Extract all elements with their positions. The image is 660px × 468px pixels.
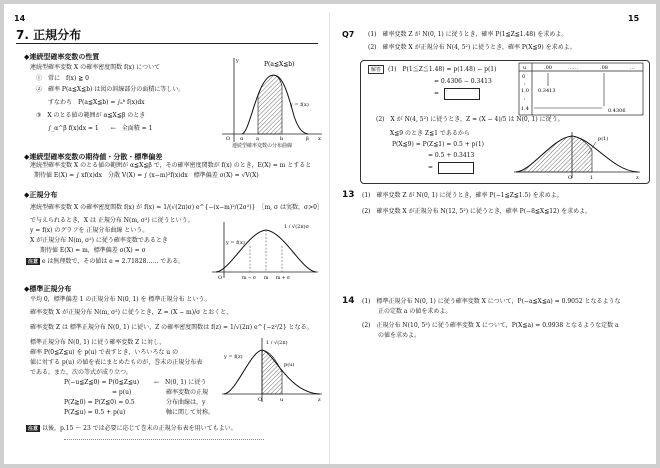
q13-item1: (1) 確率変数 Z が N(0, 1) に従うとき，確率 P(−1≦Z≦1.5) を求めよ。 [362, 192, 563, 199]
sec4-eq4: P(Z≦u) = 0.5 + p(u) [64, 409, 126, 416]
tick-1: 1 [590, 175, 594, 181]
tick-b: b [280, 136, 284, 142]
sec3-line2: で与えられるとき，X は 正規分布 N(m, σ²) に従うという。 [30, 217, 194, 224]
sol-s3: = [434, 90, 440, 97]
tick-beta: β [306, 136, 309, 142]
q14-item1b: 正の定数 a の値を求めよ。 [378, 308, 452, 315]
sol-s5: X≦9 のとき Z≦1 であるから [390, 130, 470, 137]
q7-number: Q7 [342, 30, 355, 39]
th-00: .00 [544, 65, 552, 71]
tr-10: 1.0 [521, 88, 529, 94]
chapter-rule [16, 43, 318, 44]
tv-04306: 0.4306 [608, 108, 626, 114]
z-label: z [636, 175, 639, 181]
origin-label: O [226, 136, 231, 142]
origin-label: O [258, 397, 263, 403]
q7-item2: (2) 確率変数 X が正規分布 N(4, 5²) に従うとき，確率 P(X≦9) を求めよ。 [368, 44, 576, 51]
sec2-line1: 連続型確率変数 X のとる値の範囲が α≦X≦β で，その確率密度関数が f(x) のとき，E(X) = m とすると [30, 162, 312, 169]
p1-label: p(1) [598, 136, 609, 142]
sol-s7: = 0.5 + 0.3413 [428, 152, 475, 159]
sec3-line1: 連続型確率変数 X の確率密度関数 f(x) が f(x) = 1/(√(2π)σ) e^{−(x−m)²/(2σ²)} ［m, σ は実数，σ>0］ [30, 204, 323, 211]
origin-label: O [218, 275, 223, 280]
q14-number: 14 [342, 296, 355, 306]
sec4-line5: 確率 P(0≦Z≦u) を p(u) で表すとき，いろいろな u の [30, 349, 179, 356]
sec4-line3: 確率変数 Z は 標準正規分布 N(0, 1) に従い，Z の確率密度関数は f(z) = 1/√(2π) e^{−z²/2} となる。 [30, 324, 313, 331]
tr-dots1: : [524, 81, 526, 87]
x-label: x [318, 136, 321, 142]
answer-box-1[interactable] [444, 88, 480, 100]
pu-label: p(u) [284, 362, 295, 368]
sec4-eq3: P(Z≧0) = P(Z≦0) = 0.5 [64, 399, 135, 406]
sol-s6: P(X≦9) = P(Z≦1) = 0.5 + p(1) [392, 141, 484, 148]
normal-table-excerpt [518, 62, 644, 116]
px-le-9-figure [512, 128, 644, 182]
answer-box-2[interactable] [438, 162, 474, 174]
sec1-p3: ③ X のとる値の範囲が α≦X≦β のとき [36, 112, 146, 119]
sec3-line3: y = f(x) のグラフを 正規分布曲線 という。 [30, 227, 149, 234]
q14-item2b: の値を求めよ。 [378, 332, 421, 339]
note-tag: 注意 [28, 259, 39, 265]
density-curve-figure [214, 54, 324, 144]
sec1-intro: 連続型確率変数 X の確率密度関数 f(x) について [30, 64, 161, 71]
sol-s8: = [428, 164, 434, 171]
fz-label: y = f(z) [224, 354, 243, 360]
sec3-note-text: e は無理数で，その値は e = 2.71828…… である。 [41, 258, 185, 265]
sec4-eq2: = p(u) [112, 389, 132, 396]
textbook-spread [4, 4, 656, 464]
sec4-eq1: P(−u≦Z≦0) = P(0≦Z≦u) [64, 379, 140, 386]
sec4-side4: 軸に関して対称。 [166, 409, 215, 416]
solution-tag: 解答 [368, 65, 384, 74]
sol-s4: (2) X が N(4, 5²) に従うとき，Z = (X − 4)/5 は N(0, 1) に従う。 [376, 116, 564, 123]
tick-a: a [256, 136, 259, 142]
tick-m-minus: m − σ [242, 276, 256, 280]
note-tag: 注意 [28, 426, 39, 432]
sec3-line5: 期待値 E(X) = m，標準偏差 σ(X) = σ [40, 247, 146, 254]
sec4-note-text: 以後，p.15 ～ 23 では必要に応じて巻末の正規分布表を用いてもよい。 [41, 425, 237, 432]
sec1-p2: ② 確率 P(a≦X≦b) は図の斜線部分の面積に等しい。 [36, 86, 185, 93]
shaded-probability-area [258, 75, 282, 134]
q14-item2: (2) 正規分布 N(10, 5²) に従う確率変数 X について，P(X≦a) = 0.9938 となるような定数 a [362, 322, 619, 329]
q13-number: 13 [342, 190, 355, 200]
sec1-heading: ◆連続型確率変数の性質 [24, 53, 100, 61]
tick-m: m [264, 276, 269, 280]
th-ellipsis: … [630, 65, 635, 71]
normal-curve-figure [210, 218, 322, 280]
q7-item1: (1) 確率変数 Z が N(0, 1) に従うとき，確率 P(1≦Z≦1.48) を求めよ。 [368, 31, 568, 38]
sec3-heading: ◆正規分布 [24, 191, 58, 199]
th-u: u [523, 65, 527, 71]
q14-item1: (1) 標準正規分布 N(0, 1) に従う確率変数 X について，P(−a≦X≦a) = 0.9052 となるような [362, 298, 621, 305]
peak-label: 1 / √(2π) [266, 340, 288, 346]
sec3-note [26, 258, 184, 265]
sec4-note [26, 425, 237, 432]
tick-alpha: α [240, 136, 244, 142]
tr-dots2: : [524, 96, 526, 102]
tv-03413: 0.3413 [538, 88, 556, 94]
peak-label: 1 / √(2π)σ [284, 224, 310, 230]
tick-m-plus: m + σ [276, 276, 290, 280]
sec4-side2: 確率変数の正規 [166, 389, 209, 396]
tr-14: 1.4 [521, 106, 529, 112]
pu-shaded-area [262, 350, 282, 394]
th-08: .08 [600, 65, 608, 71]
page-gutter [329, 12, 330, 464]
sec4-line6: 値に対する p(u) の値を表にまとめたものが，巻末の正規分布表 [30, 359, 203, 366]
sec1-p3b: ∫_α^β f(x)dx = 1 ← 全面積 = 1 [48, 125, 153, 132]
left-page-number: 14 [14, 14, 26, 23]
chapter-title [16, 26, 81, 43]
sec1-p2b: すなわち P(a≦X≦b) = ∫ₐᵇ f(x)dx [48, 99, 145, 106]
dotted-rule [64, 439, 264, 440]
sec2-heading: ◆連続型確率変数の期待値・分散・標準偏差 [24, 153, 163, 161]
standard-normal-figure [220, 334, 324, 406]
chapter-number: 7. [16, 28, 29, 42]
sol-s2: = 0.4306 − 0.3413 [434, 78, 492, 85]
sec1-p1: ① 常に f(x) ≧ 0 [36, 75, 89, 82]
sol-s1: (1) P(1≦Z≦1.48) = p(1.48) − p(1) [388, 66, 497, 73]
sec3-line4: X が正規分布 N(m, σ²) に従う確率変数であるとき [30, 237, 168, 244]
sec2-line2: 期待値 E(X) = ∫ xf(x)dx 分散 V(X) = ∫ (x−m)²f(x)dx 標準偏差 σ(X) = √V(X) [34, 172, 259, 179]
sec4-line2: 確率変数 X が正規分布 N(m, σ²) に従うとき，Z = (X − m)/σ とおくと， [30, 309, 233, 316]
sec4-side1: ← N(0, 1) に従う [154, 379, 207, 386]
tr-0: 0 [522, 74, 526, 80]
sec4-line4: 標準正規分布 N(0, 1) に従う確率変数 Z に対し， [30, 339, 166, 346]
sec4-line1: 平均 0，標準偏差 1 の正規分布 N(0, 1) を 標準正規分布 という。 [30, 296, 211, 303]
fx-label: y = f(x) [290, 102, 309, 108]
sec4-heading: ◆標準正規分布 [24, 285, 72, 293]
chapter-title-text: 正規分布 [33, 28, 82, 42]
th-dots: …… [568, 65, 578, 71]
q13-item2: (2) 確率変数 X が正規分布 N(12, 5²) に従うとき，確率 P(−8≦X≦12) を求めよ。 [362, 208, 592, 215]
fx-label: y = f(x) [226, 240, 245, 246]
sec4-line7: である。また，次の等式が成り立つ。 [30, 369, 132, 376]
tick-u: u [280, 397, 284, 403]
z-label: z [318, 397, 321, 403]
origin-label: O [568, 175, 573, 181]
sec1-fig-caption: 連続型確率変数の分布曲線 [232, 143, 293, 149]
area-label: P(a≦X≦b) [264, 61, 295, 68]
y-label: y [236, 58, 239, 64]
right-page-number: 15 [628, 14, 640, 23]
sec4-side3: 分布曲線は，y [166, 399, 206, 406]
solution-tag-wrap [368, 65, 384, 74]
